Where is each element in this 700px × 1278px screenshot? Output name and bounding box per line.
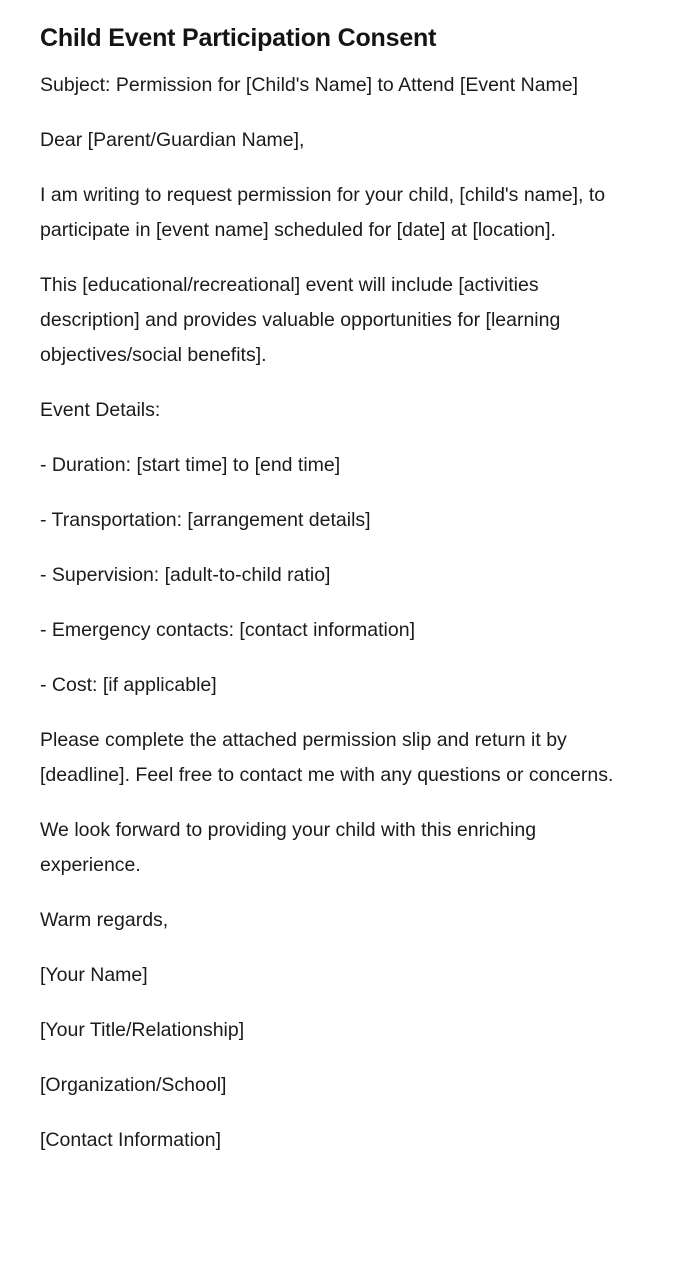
signature-organization: [Organization/School] xyxy=(40,1074,227,1096)
request-paragraph: I am writing to request permission for your child, [child's name], to participate in [event name] scheduled for [date] at [location]. xyxy=(40,184,606,241)
subject-line: Subject: Permission for [Child's Name] to Attend [Event Name] xyxy=(40,74,579,96)
page-title: Child Event Participation Consent xyxy=(40,24,437,52)
detail-item-transportation: - Transportation: [arrangement details] xyxy=(40,509,371,531)
signature-title: [Your Title/Relationship] xyxy=(40,1019,245,1041)
sign-off: Warm regards, xyxy=(40,909,169,931)
closing-paragraph: We look forward to providing your child with this enriching experience. xyxy=(40,819,537,876)
detail-item-supervision: - Supervision: [adult-to-child ratio] xyxy=(40,564,331,586)
salutation: Dear [Parent/Guardian Name], xyxy=(40,129,305,151)
detail-item-cost: - Cost: [if applicable] xyxy=(40,674,217,696)
permission-slip-paragraph: Please complete the attached permission slip and return it by [deadline]. Feel free to contact me with any questions or concerns. xyxy=(40,729,614,786)
detail-item-duration: - Duration: [start time] to [end time] xyxy=(40,454,341,476)
signature-name: [Your Name] xyxy=(40,964,148,986)
detail-item-emergency-contacts: - Emergency contacts: [contact information] xyxy=(40,619,415,641)
event-details-heading: Event Details: xyxy=(40,399,161,421)
event-description-paragraph: This [educational/recreational] event will include [activities description] and provides valuable opportunities for [learning objectives/social benefits]. xyxy=(40,274,561,366)
signature-contact-information: [Contact Information] xyxy=(40,1129,222,1151)
